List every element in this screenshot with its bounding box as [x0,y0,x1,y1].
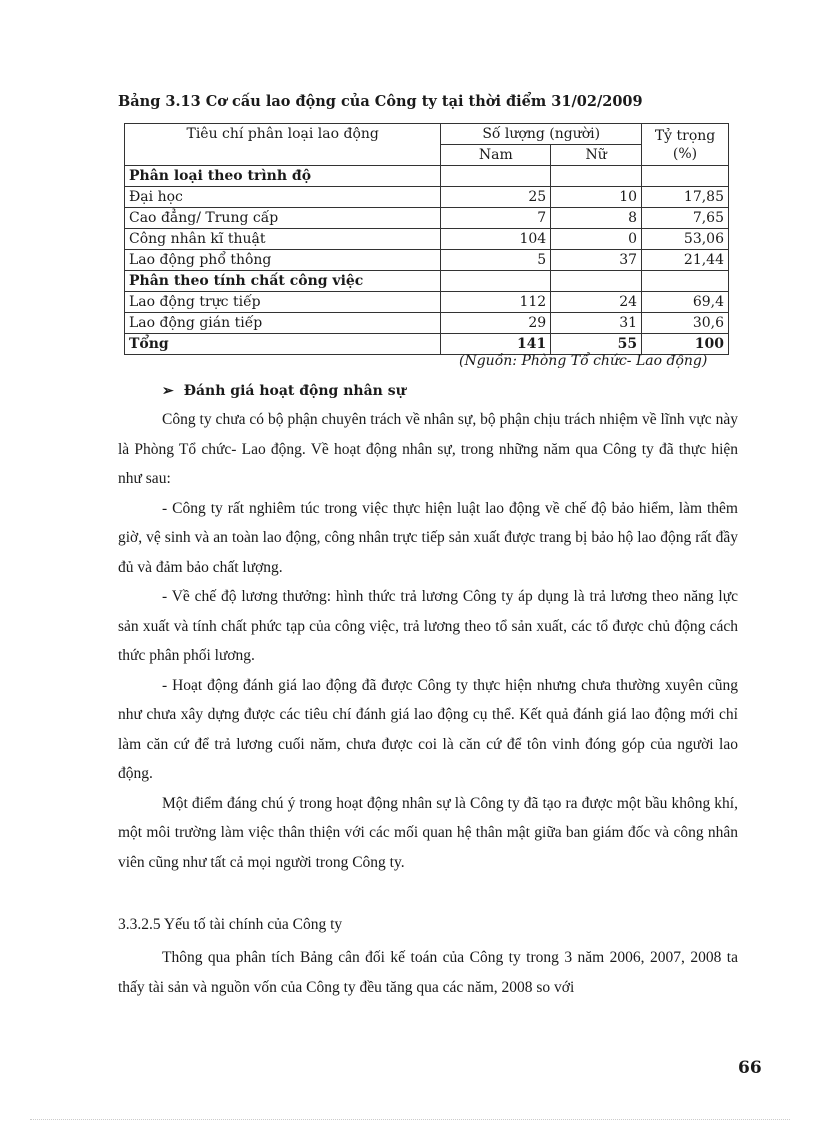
row-male: 112 [441,292,551,313]
table-row [125,313,729,334]
header-female: Nữ [551,145,642,166]
section-heading [162,383,406,399]
header-quantity: Số lượng (người) [441,124,642,145]
page-bottom-divider [30,1119,790,1120]
section-heading-text: Đánh giá hoạt động nhân sự [183,383,406,399]
total-male: 141 [441,334,551,355]
paragraph: - Về chế độ lương thưởng: hình thức trả lương Công ty áp dụng là trả lương theo năng lực sản xuất và tính chất phức tạp của công việc, trả lương theo tổ sản xuất, các tổ được chủ động cách thức phân phối lương. [118,588,738,664]
total-ratio: 100 [642,334,729,355]
body-text-block-2 [118,943,738,1002]
row-label: Lao động gián tiếp [125,313,441,334]
row-label: Đại học [125,187,441,208]
header-ratio-line1: Tỷ trọng [654,127,716,144]
section-label: Phân loại theo trình độ [125,166,441,187]
page-number: 66 [738,1058,762,1078]
total-row [125,334,729,355]
row-female: 8 [551,208,642,229]
row-label: Lao động trực tiếp [125,292,441,313]
paragraph: Thông qua phân tích Bảng cân đối kế toán của Công ty trong 3 năm 2006, 2007, 2008 ta thấy tài sản và nguồn vốn của Công ty đều tăng qua các năm, 2008 so với [118,949,738,996]
table-caption: Bảng 3.13 Cơ cấu lao động của Công ty tại thời điểm 31/02/2009 [118,93,643,110]
total-label: Tổng [125,334,441,355]
section-label: Phân theo tính chất công việc [125,271,441,292]
row-female: 37 [551,250,642,271]
header-ratio [642,124,729,166]
row-label: Lao động phổ thông [125,250,441,271]
row-female: 10 [551,187,642,208]
total-female: 55 [551,334,642,355]
section-row [125,166,729,187]
header-ratio-line2: (%) [672,145,698,162]
arrow-bullet-icon: ➢ [162,383,174,399]
row-male: 5 [441,250,551,271]
row-ratio: 53,06 [642,229,729,250]
table-row [125,208,729,229]
table-source-note: (Nguồn: Phòng Tổ chức- Lao động) [459,353,708,369]
header-male: Nam [441,145,551,166]
labor-structure-table [124,123,729,355]
row-ratio: 30,6 [642,313,729,334]
row-female: 0 [551,229,642,250]
paragraph: Công ty chưa có bộ phận chuyên trách về nhân sự, bộ phận chịu trách nhiệm về lĩnh vực này là Phòng Tổ chức- Lao động. Về hoạt động nhân sự, trong những năm qua Công ty đã thực hiện như sau: [118,411,738,487]
row-female: 24 [551,292,642,313]
table-row [125,292,729,313]
row-male: 7 [441,208,551,229]
table-row [125,229,729,250]
row-male: 25 [441,187,551,208]
row-female: 31 [551,313,642,334]
paragraph: - Công ty rất nghiêm túc trong việc thực hiện luật lao động về chế độ bảo hiểm, làm thêm giờ, vệ sinh và an toàn lao động, công nhân trực tiếp sản xuất được trang bị bảo hộ lao động rất đầy đủ và đảm bảo chất lượng. [118,499,738,576]
table-row [125,187,729,208]
table-row [125,250,729,271]
paragraph: - Hoạt động đánh giá lao động đã được Công ty thực hiện nhưng chưa thường xuyên cũng như chưa xây dựng được các tiêu chí đánh giá lao động cụ thể. Kết quả đánh giá lao động mới chỉ làm căn cứ để trả lương cuối năm, chưa được coi là căn cứ để tôn vinh đóng góp của người lao động. [118,676,738,782]
header-criteria: Tiêu chí phân loại lao động [125,124,441,166]
row-ratio: 17,85 [642,187,729,208]
row-ratio: 7,65 [642,208,729,229]
table-header-row [125,124,729,145]
paragraph: Một điểm đáng chú ý trong hoạt động nhân sự là Công ty đã tạo ra được một bầu không khí, một môi trường làm việc thân thiện với các mối quan hệ thân mật giữa ban giám đốc và công nhân viên cũng như tất cả mọi người trong Công ty. [118,794,738,871]
row-male: 104 [441,229,551,250]
subsection-heading: 3.3.2.5 Yếu tố tài chính của Công ty [118,916,343,933]
row-label: Công nhân kĩ thuật [125,229,441,250]
row-label: Cao đẳng/ Trung cấp [125,208,441,229]
row-ratio: 21,44 [642,250,729,271]
row-male: 29 [441,313,551,334]
row-ratio: 69,4 [642,292,729,313]
body-text-block [118,405,738,877]
section-row [125,271,729,292]
